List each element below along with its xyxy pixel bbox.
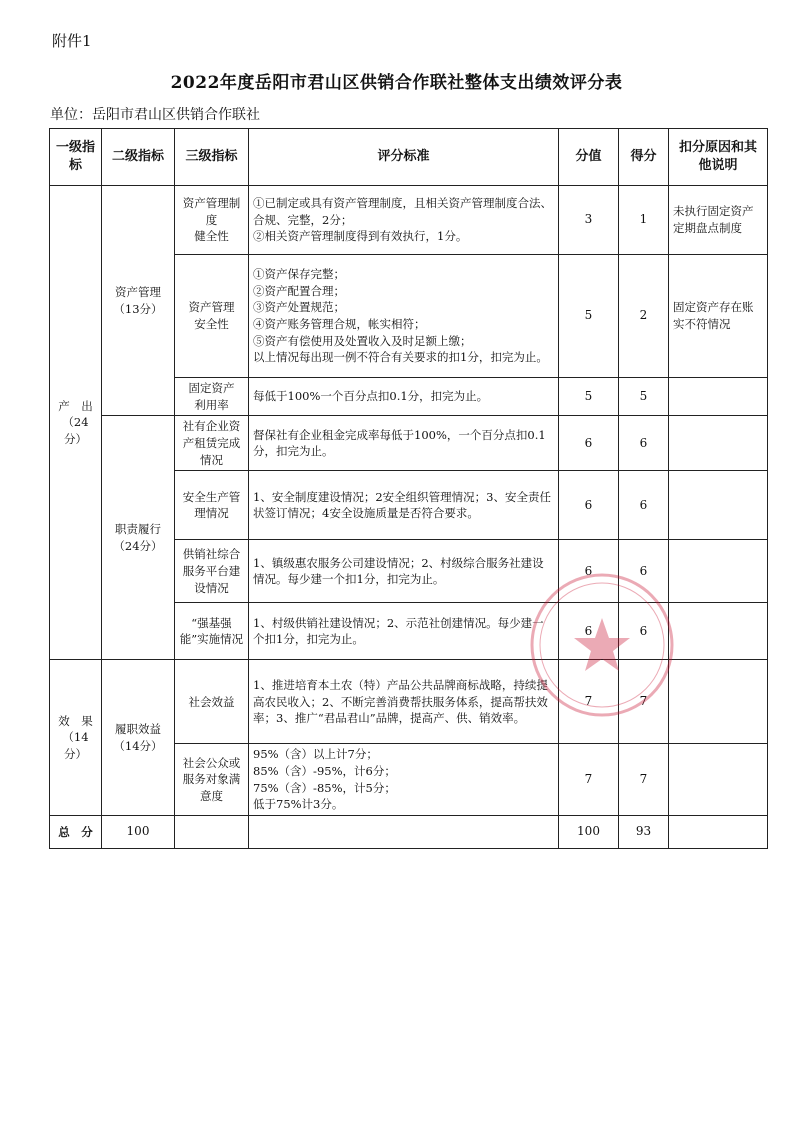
header-level2: 二级指标 (102, 129, 175, 186)
score-cell: 6 (559, 540, 619, 603)
total-score: 100 (559, 816, 619, 849)
level3-cell: 社会效益 (175, 660, 249, 744)
criteria-cell: 1、安全制度建设情况；2安全组织管理情况；3、安全责任状签订情况；4安全设施质量是否符合要求。 (249, 471, 559, 540)
got-cell: 6 (619, 603, 669, 660)
reason-cell (669, 416, 768, 471)
attachment-label: 附件1 (52, 32, 92, 50)
got-cell: 6 (619, 540, 669, 603)
total-label: 总 分 (50, 816, 102, 849)
criteria-cell: 1、镇级惠农服务公司建设情况；2、村级综合服务社建设情况。每少建一个扣1分，扣完为止。 (249, 540, 559, 603)
score-cell: 3 (559, 186, 619, 255)
got-cell: 6 (619, 471, 669, 540)
level2-perform: 履职效益 （14分） (102, 660, 175, 816)
level3-cell: 资产管理 安全性 (175, 255, 249, 378)
table-row (50, 186, 768, 255)
level3-cell: “强基强能”实施情况 (175, 603, 249, 660)
level3-cell: 安全生产管理情况 (175, 471, 249, 540)
header-level3: 三级指标 (175, 129, 249, 186)
got-cell: 2 (619, 255, 669, 378)
level3-cell: 社会公众或服务对象满意度 (175, 744, 249, 816)
reason-cell (669, 603, 768, 660)
criteria-cell: 1、推进培育本土农（特）产品公共品牌商标战略，持续提高农民收入；2、不断完善消费帮扶服务体系，提高帮扶效率；3、推广“君品君山”品牌，提高产、供、销效率。 (249, 660, 559, 744)
score-cell: 6 (559, 603, 619, 660)
header-criteria: 评分标准 (249, 129, 559, 186)
header-score: 分值 (559, 129, 619, 186)
header-reason: 扣分原因和其他说明 (669, 129, 768, 186)
got-cell: 6 (619, 416, 669, 471)
criteria-cell: 督保社有企业租金完成率每低于100%，一个百分点扣0.1分，扣完为止。 (249, 416, 559, 471)
total-row (50, 816, 768, 849)
level3-cell: 固定资产 利用率 (175, 378, 249, 416)
score-cell: 6 (559, 471, 619, 540)
page-title: 2022年度岳阳市君山区供销合作联社整体支出绩效评分表 (170, 73, 623, 93)
total-got: 93 (619, 816, 669, 849)
criteria-cell: ①已制定或具有资产管理制度，且相关资产管理制度合法、合规、完整，2分； ②相关资产管理制度得到有效执行，1分。 (249, 186, 559, 255)
header-row (50, 129, 768, 186)
score-cell: 5 (559, 378, 619, 416)
reason-cell (669, 744, 768, 816)
table-row (50, 416, 768, 471)
level3-cell: 供销社综合服务平台建设情况 (175, 540, 249, 603)
reason-cell: 未执行固定资产定期盘点制度 (669, 186, 768, 255)
reason-cell: 固定资产存在账实不符情况 (669, 255, 768, 378)
reason-cell (669, 540, 768, 603)
score-table (49, 128, 768, 849)
score-cell: 5 (559, 255, 619, 378)
reason-cell (669, 378, 768, 416)
level2-duty: 职责履行 （24分） (102, 416, 175, 660)
criteria-cell: ①资产保存完整； ②资产配置合理； ③资产处置规范； ④资产账务管理合规，帐实相符； ⑤资产有偿使用及处置收入及时足额上缴； 以上情况每出现一例不符合有关要求的扣1分，扣完为止。 (249, 255, 559, 378)
total-reason-empty (669, 816, 768, 849)
level2-asset: 资产管理 （13分） (102, 186, 175, 416)
got-cell: 1 (619, 186, 669, 255)
got-cell: 5 (619, 378, 669, 416)
table-row (50, 660, 768, 744)
got-cell: 7 (619, 744, 669, 816)
criteria-cell: 每低于100%一个百分点扣0.1分，扣完为止。 (249, 378, 559, 416)
score-cell: 7 (559, 660, 619, 744)
total-level3-empty (175, 816, 249, 849)
header-level1: 一级指标 (50, 129, 102, 186)
unit-label: 单位：岳阳市君山区供销合作联社 (50, 107, 260, 123)
level1-output: 产 出 （24分） (50, 186, 102, 660)
score-cell: 6 (559, 416, 619, 471)
criteria-cell: 1、村级供销社建设情况；2、示范社创建情况。每少建一个扣1分，扣完为止。 (249, 603, 559, 660)
reason-cell (669, 660, 768, 744)
level3-cell: 资产管理制度 健全性 (175, 186, 249, 255)
total-level2: 100 (102, 816, 175, 849)
got-cell: 7 (619, 660, 669, 744)
header-got: 得分 (619, 129, 669, 186)
score-cell: 7 (559, 744, 619, 816)
criteria-cell: 95%（含）以上计7分； 85%（含）-95%，计6分； 75%（含）-85%，计5分； 低于75%计3分。 (249, 744, 559, 816)
level1-effect: 效 果 （14分） (50, 660, 102, 816)
total-criteria-empty (249, 816, 559, 849)
level3-cell: 社有企业资产租赁完成情况 (175, 416, 249, 471)
reason-cell (669, 471, 768, 540)
